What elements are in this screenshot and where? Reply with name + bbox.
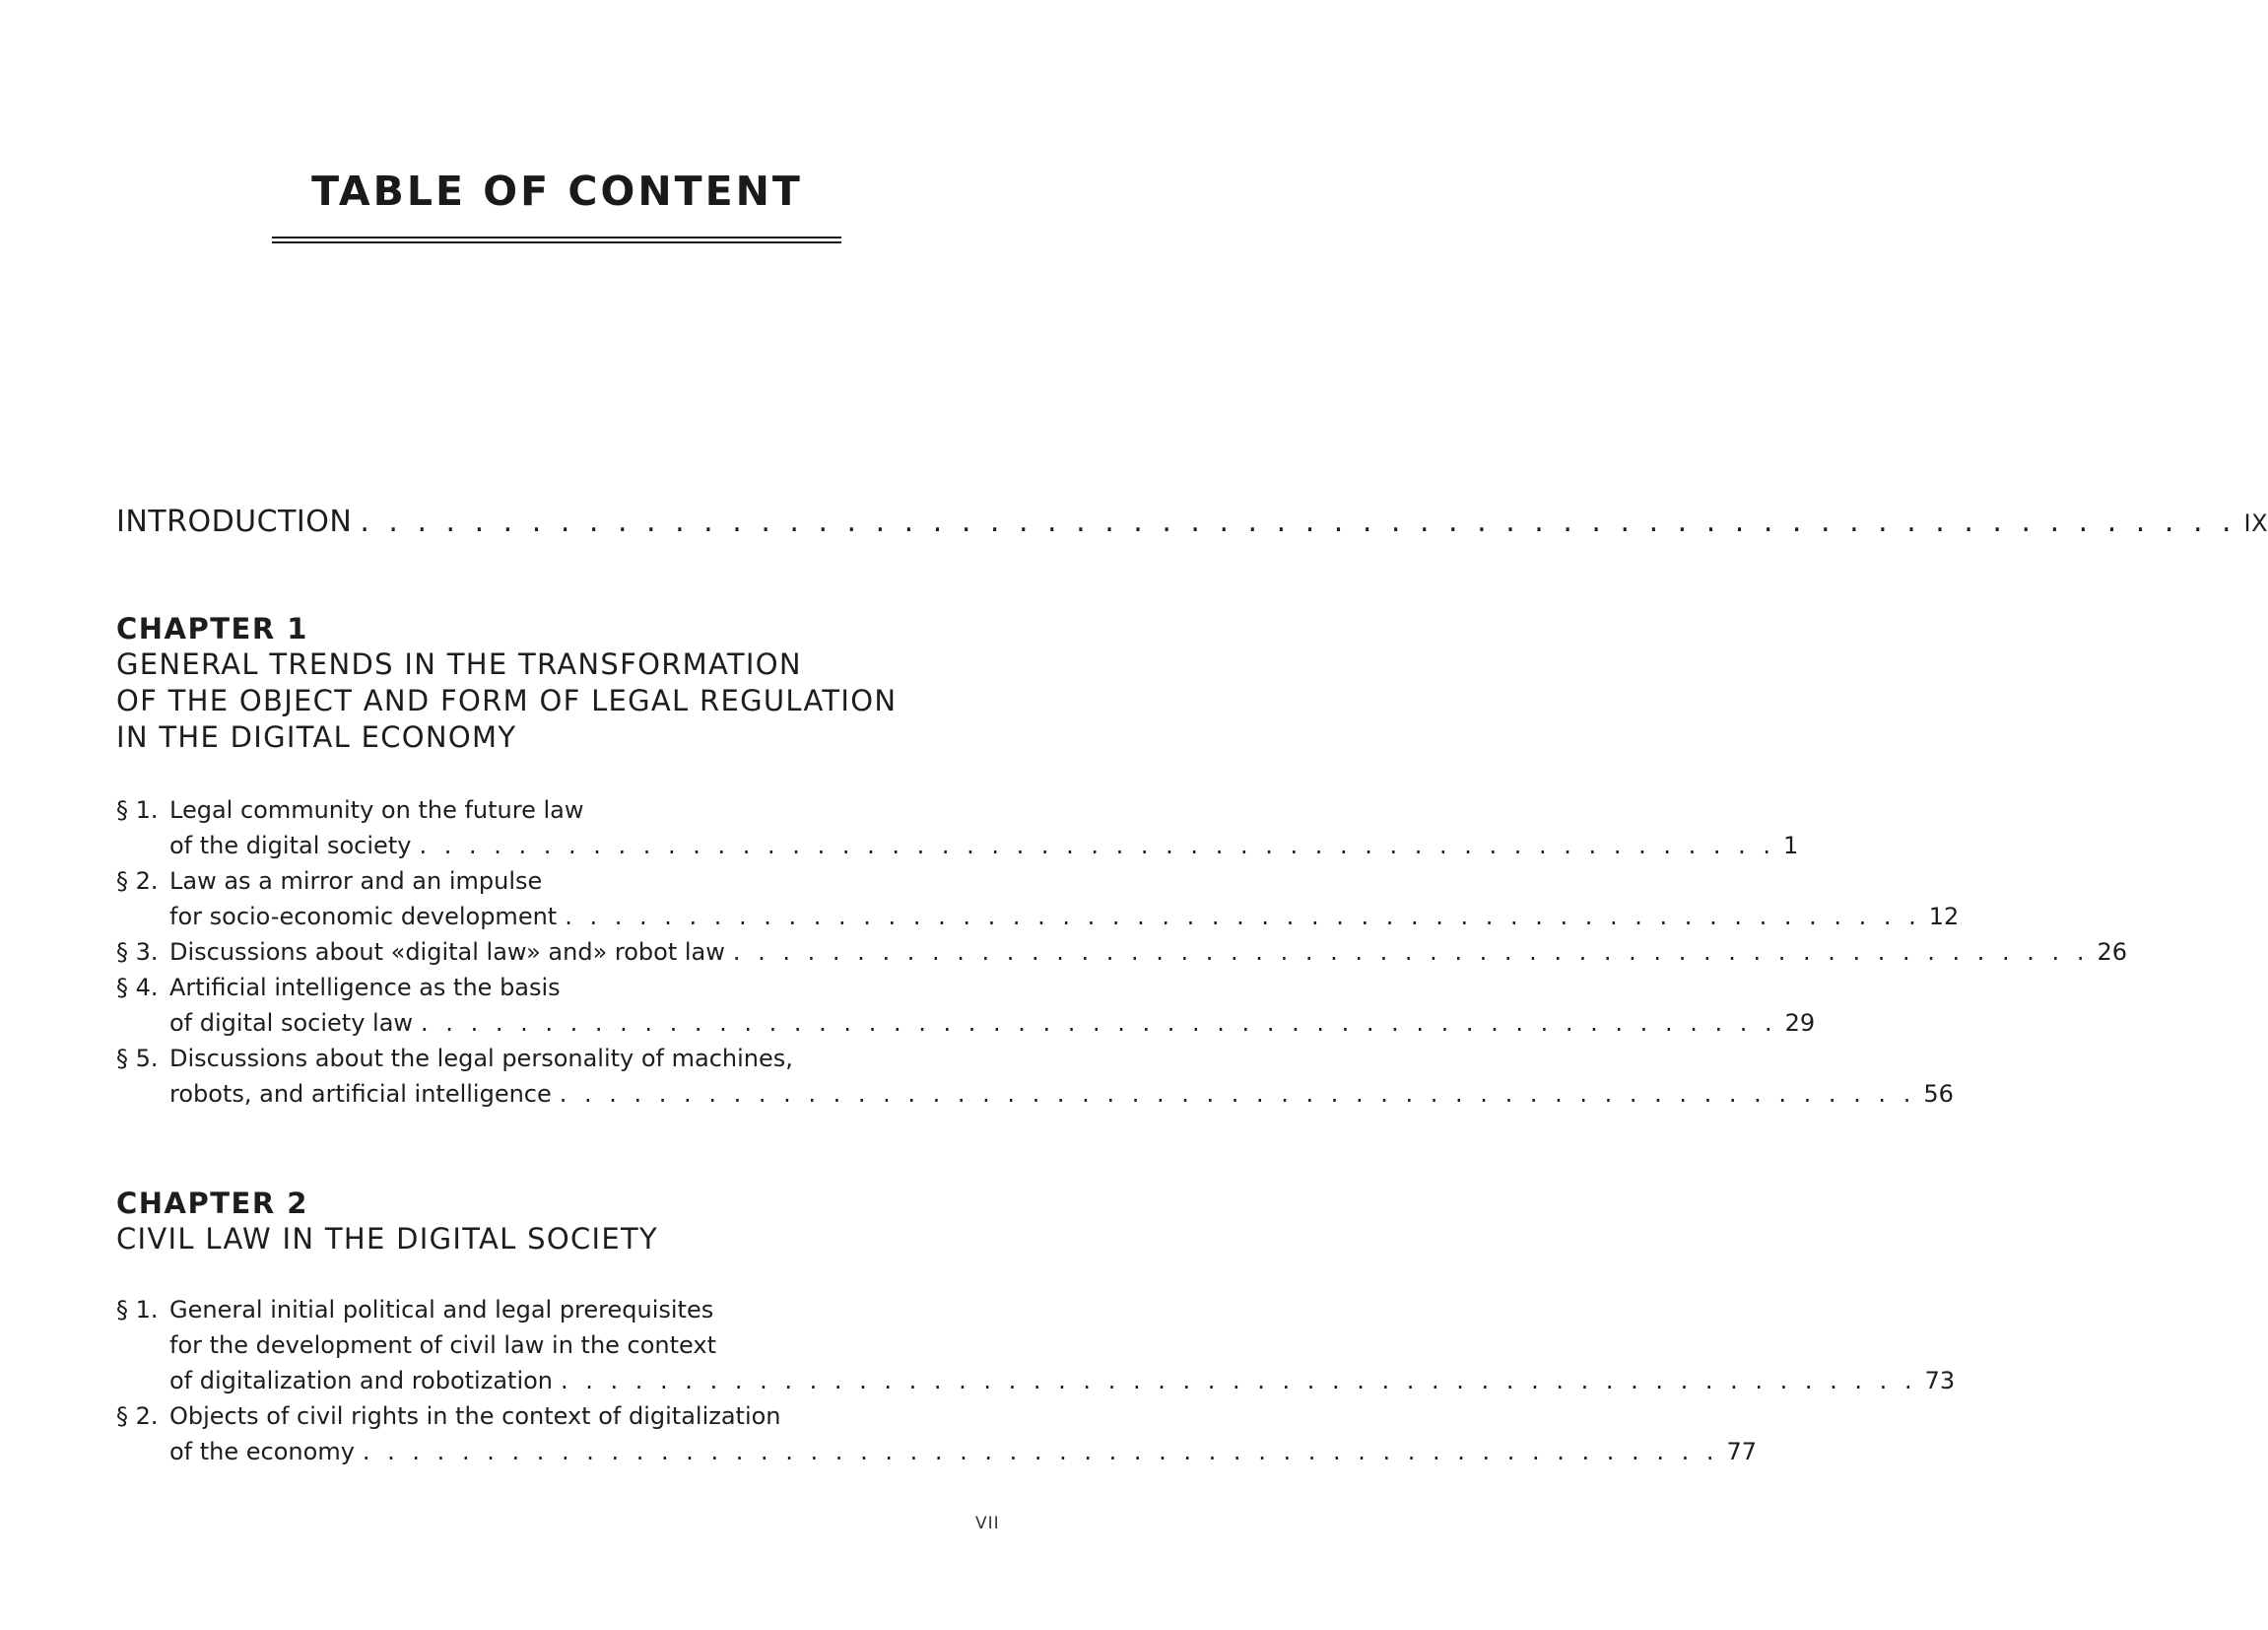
section-title-line: for socio-economic development <box>169 903 558 930</box>
chapter-1-heading[interactable] <box>116 611 1003 756</box>
toc-introduction-row[interactable] <box>116 503 2268 543</box>
section-page: 56 <box>1923 1080 1954 1108</box>
toc-entry[interactable] <box>116 1292 1956 1398</box>
section-page: 77 <box>1726 1438 1758 1465</box>
section-page: 26 <box>2097 938 2127 966</box>
chapter-2-heading[interactable] <box>116 1186 1003 1257</box>
leader-dots: . . . . . . . . . . . . . . . . . . . . . . . . . . . . . . . . . . . . . . . . . . . . . . . . . . . . . . . <box>559 1080 1916 1108</box>
chapter-title-line: CIVIL LAW IN THE DIGITAL SOCIETY <box>116 1222 659 1256</box>
leader-dots: . . . . . . . . . . . . . . . . . . . . . . . . . . . . . . . . . . . . . . . . . . . . . . . . . . . . . . . <box>362 1438 1719 1465</box>
leader-dots: . . . . . . . . . . . . . . . . . . . . . . . . . . . . . . . . . . . . . . . . . . . . . . . . . . . . . . . <box>421 1009 1777 1037</box>
section-number: § 2. <box>116 867 159 895</box>
toc-introduction-page: IX <box>2243 509 2268 537</box>
section-number: § 1. <box>116 1296 159 1324</box>
section-page: 1 <box>1783 832 1799 859</box>
section-title-line: Discussions about the legal personality of machines, <box>169 1045 793 1072</box>
section-title-line: Objects of civil rights in the context of digitalization <box>169 1402 781 1430</box>
chapter-title-line: IN THE DIGITAL ECONOMY <box>116 720 517 754</box>
section-number: § 2. <box>116 1402 159 1430</box>
chapter-label: CHAPTER 2 <box>116 1187 308 1220</box>
section-title-line: Legal community on the future law <box>169 796 584 824</box>
section-page: 73 <box>1924 1367 1956 1394</box>
chapter-title-line: OF THE OBJECT AND FORM OF LEGAL REGULATION <box>116 684 898 717</box>
section-page: 12 <box>1928 903 1960 930</box>
section-title-line: Artificial intelligence as the basis <box>169 974 561 1001</box>
page-title: TABLE OF CONTENT <box>311 168 803 215</box>
toc-entry[interactable] <box>116 1398 1758 1469</box>
chapter-label: CHAPTER 1 <box>116 612 308 645</box>
toc-entry[interactable] <box>116 863 1960 934</box>
section-page: 29 <box>1784 1009 1816 1037</box>
leader-dots: . . . . . . . . . . . . . . . . . . . . . . . . . . . . . . . . . . . . . . . . . . . . . . . . . . . . . . . <box>561 1367 1917 1394</box>
leader-dots: . . . . . . . . . . . . . . . . . . . . . . . . . . . . . . . . . . . . . . . . . . . . . . . . . . . . . . . <box>419 832 1775 859</box>
section-title-line: robots, and artificial intelligence <box>169 1080 552 1108</box>
section-title-line: Discussions about «digital law» and» robot law <box>169 938 725 966</box>
title-double-rule <box>272 237 841 243</box>
section-title-line: of digital society law <box>169 1009 414 1037</box>
section-number: § 5. <box>116 1045 159 1072</box>
toc-introduction-label: INTRODUCTION <box>116 505 353 539</box>
section-title-line: of the digital society <box>169 832 412 859</box>
chapter-2-sections <box>116 1292 1956 1469</box>
section-title-line: of digitalization and robotization <box>169 1367 554 1394</box>
section-title-line: for the development of civil law in the context <box>169 1331 716 1359</box>
page-number: VII <box>975 1514 1000 1533</box>
toc-entry[interactable] <box>116 792 1799 863</box>
section-title-line: General initial political and legal prerequisites <box>169 1296 714 1324</box>
toc-entry[interactable] <box>116 970 1816 1041</box>
section-number: § 1. <box>116 796 159 824</box>
toc-entry[interactable] <box>116 934 2127 970</box>
section-number: § 4. <box>116 974 159 1001</box>
chapter-title-line: GENERAL TRENDS IN THE TRANSFORMATION <box>116 647 802 681</box>
section-number: § 3. <box>116 938 159 966</box>
section-title-line: of the economy <box>169 1438 355 1465</box>
leader-dots: . . . . . . . . . . . . . . . . . . . . . . . . . . . . . . . . . . . . . . . . . . . . . . . . . . . . . . . <box>565 903 1921 930</box>
section-title-line: Law as a mirror and an impulse <box>169 867 543 895</box>
toc-entry[interactable] <box>116 1041 1954 1112</box>
leader-dots: . . . . . . . . . . . . . . . . . . . . . . . . . . . . . . . . . . . . . . . . . . . . . . . . . . . . . . . <box>732 938 2090 966</box>
leader-dots: . . . . . . . . . . . . . . . . . . . . . . . . . . . . . . . . . . . . . . . . . . . . . . . . . . . . . . . . . . . . . . . . . . <box>360 505 2236 539</box>
chapter-1-sections <box>116 792 2127 1112</box>
